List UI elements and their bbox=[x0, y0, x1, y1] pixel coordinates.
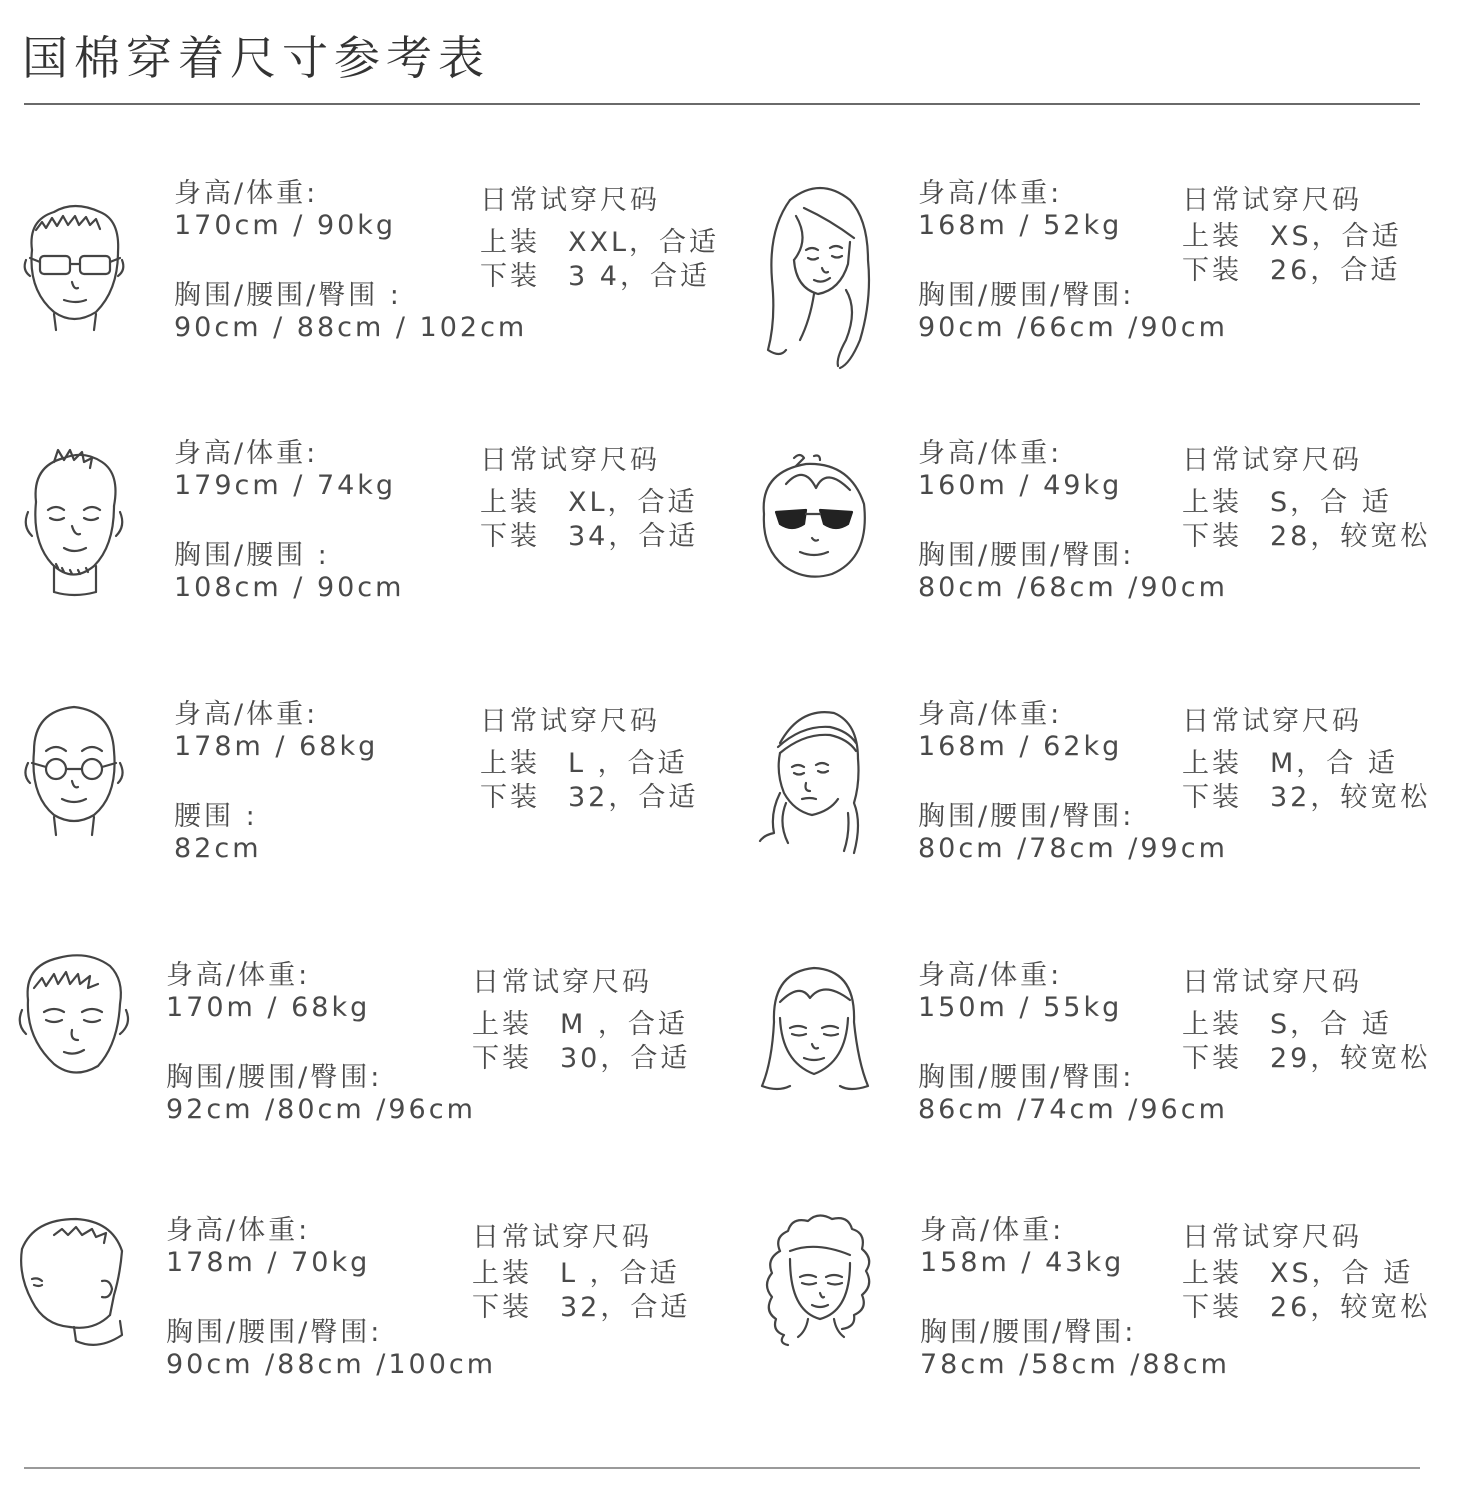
top-fit-value: L ，合适 bbox=[560, 1258, 680, 1289]
bottom-fit-value: 3 4，合适 bbox=[568, 261, 710, 292]
bottom-divider bbox=[24, 1467, 1420, 1469]
bottom-fit-row bbox=[480, 254, 710, 293]
person-card bbox=[14, 1215, 734, 1435]
height-weight-value: 150m / 55kg bbox=[918, 992, 1123, 1023]
measurement-label: 胸围/腰围/臀围 : bbox=[174, 280, 402, 311]
page-title: 国棉穿着尺寸参考表 bbox=[22, 31, 490, 85]
top-fit-value: L ，合适 bbox=[568, 748, 688, 779]
bottom-fit-value: 30，合适 bbox=[560, 1043, 691, 1074]
height-weight-label: 身高/体重: bbox=[918, 699, 1063, 730]
measurement-value: 90cm / 88cm / 102cm bbox=[174, 312, 528, 343]
top-label: 上装 bbox=[1182, 1009, 1242, 1040]
measurement-value: 82cm bbox=[174, 833, 262, 864]
height-weight-label: 身高/体重: bbox=[920, 1215, 1065, 1246]
bottom-fit-row bbox=[1182, 248, 1400, 287]
height-weight-value: 160m / 49kg bbox=[918, 470, 1123, 501]
bottom-fit-value: 32，较宽松 bbox=[1270, 782, 1431, 813]
height-weight-label: 身高/体重: bbox=[174, 699, 319, 730]
top-fit-value: XXL，合适 bbox=[568, 227, 720, 258]
height-weight-value: 179cm / 74kg bbox=[174, 470, 397, 501]
man-messy-hair-icon bbox=[14, 948, 134, 1088]
daily-size-label: 日常试穿尺码 bbox=[472, 967, 652, 998]
daily-size-label: 日常试穿尺码 bbox=[480, 185, 660, 216]
measurement-value: 80cm /68cm /90cm bbox=[918, 572, 1228, 603]
daily-size-label: 日常试穿尺码 bbox=[480, 706, 660, 737]
measurement-label: 胸围/腰围/臀围: bbox=[918, 801, 1135, 832]
height-weight-value: 168m / 62kg bbox=[918, 731, 1123, 762]
height-weight-value: 178m / 68kg bbox=[174, 731, 379, 762]
top-fit-value: XS，合 适 bbox=[1270, 1258, 1414, 1289]
person-card bbox=[14, 960, 734, 1180]
measurement-label: 胸围/腰围/臀围: bbox=[918, 1062, 1135, 1093]
bottom-label: 下装 bbox=[472, 1292, 532, 1323]
measurement-label: 胸围/腰围/臀围: bbox=[918, 540, 1135, 571]
top-fit-value: XL，合适 bbox=[568, 487, 698, 518]
daily-size-label: 日常试穿尺码 bbox=[1182, 706, 1362, 737]
daily-size-label: 日常试穿尺码 bbox=[480, 445, 660, 476]
bottom-fit-value: 26，较宽松 bbox=[1270, 1292, 1431, 1323]
top-label: 上装 bbox=[480, 748, 540, 779]
person-card bbox=[750, 960, 1466, 1180]
height-weight-value: 178m / 70kg bbox=[166, 1247, 371, 1278]
height-weight-label: 身高/体重: bbox=[918, 438, 1063, 469]
height-weight-value: 158m / 43kg bbox=[920, 1247, 1125, 1278]
measurement-label: 胸围/腰围/臀围: bbox=[166, 1062, 383, 1093]
top-label: 上装 bbox=[1182, 1258, 1242, 1289]
height-weight-label: 身高/体重: bbox=[918, 960, 1063, 991]
bottom-label: 下装 bbox=[1182, 1043, 1242, 1074]
person-card bbox=[750, 1215, 1466, 1435]
man-profile-icon bbox=[14, 1215, 134, 1355]
height-weight-value: 168m / 52kg bbox=[918, 210, 1123, 241]
measurement-value: 78cm /58cm /88cm bbox=[920, 1349, 1230, 1380]
woman-long-hair-icon bbox=[750, 180, 890, 370]
daily-size-label: 日常试穿尺码 bbox=[1182, 445, 1362, 476]
person-card bbox=[14, 699, 734, 919]
height-weight-label: 身高/体重: bbox=[174, 438, 319, 469]
top-fit-value: M，合 适 bbox=[1270, 748, 1398, 779]
height-weight-value: 170cm / 90kg bbox=[174, 210, 397, 241]
bottom-fit-value: 26，合适 bbox=[1270, 255, 1401, 286]
measurement-value: 108cm / 90cm bbox=[174, 572, 405, 603]
woman-sunglasses-icon bbox=[750, 448, 880, 588]
top-label: 上装 bbox=[472, 1258, 532, 1289]
top-divider bbox=[24, 103, 1420, 105]
top-label: 上装 bbox=[480, 487, 540, 518]
bottom-fit-value: 32，合适 bbox=[560, 1292, 691, 1323]
person-card bbox=[750, 438, 1466, 658]
bottom-label: 下装 bbox=[1182, 1292, 1242, 1323]
daily-size-label: 日常试穿尺码 bbox=[472, 1222, 652, 1253]
bottom-fit-row bbox=[472, 1285, 690, 1324]
top-label: 上装 bbox=[1182, 487, 1242, 518]
measurement-label: 胸围/腰围/臀围: bbox=[918, 280, 1135, 311]
daily-size-label: 日常试穿尺码 bbox=[1182, 185, 1362, 216]
woman-bob-hair-icon bbox=[750, 962, 880, 1102]
bottom-label: 下装 bbox=[480, 261, 540, 292]
measurement-value: 90cm /88cm /100cm bbox=[166, 1349, 497, 1380]
top-fit-value: S，合 适 bbox=[1270, 1009, 1392, 1040]
height-weight-label: 身高/体重: bbox=[174, 178, 319, 209]
top-label: 上装 bbox=[1182, 221, 1242, 252]
bottom-label: 下装 bbox=[480, 782, 540, 813]
woman-headband-icon bbox=[750, 703, 880, 858]
height-weight-value: 170m / 68kg bbox=[166, 992, 371, 1023]
bottom-label: 下装 bbox=[480, 521, 540, 552]
top-label: 上装 bbox=[480, 227, 540, 258]
height-weight-label: 身高/体重: bbox=[918, 178, 1063, 209]
bottom-fit-row bbox=[1182, 1036, 1430, 1075]
man-glasses-icon bbox=[14, 190, 134, 340]
person-card bbox=[750, 178, 1466, 398]
bottom-fit-value: 32，合适 bbox=[568, 782, 699, 813]
bottom-label: 下装 bbox=[472, 1043, 532, 1074]
daily-size-label: 日常试穿尺码 bbox=[1182, 967, 1362, 998]
bottom-fit-row bbox=[472, 1036, 690, 1075]
person-card bbox=[750, 699, 1466, 919]
height-weight-label: 身高/体重: bbox=[166, 960, 311, 991]
measurement-value: 90cm /66cm /90cm bbox=[918, 312, 1228, 343]
bottom-fit-value: 34，合适 bbox=[568, 521, 699, 552]
bottom-label: 下装 bbox=[1182, 782, 1242, 813]
bottom-fit-row bbox=[1182, 1285, 1430, 1324]
top-fit-value: M ，合适 bbox=[560, 1009, 688, 1040]
height-weight-label: 身高/体重: bbox=[166, 1215, 311, 1246]
top-label: 上装 bbox=[1182, 748, 1242, 779]
daily-size-label: 日常试穿尺码 bbox=[1182, 1222, 1362, 1253]
person-card bbox=[14, 178, 734, 398]
bottom-label: 下装 bbox=[1182, 255, 1242, 286]
bottom-fit-row bbox=[1182, 514, 1430, 553]
man-spiky-hair-icon bbox=[14, 446, 134, 601]
measurement-value: 92cm /80cm /96cm bbox=[166, 1094, 476, 1125]
measurement-label: 胸围/腰围/臀围: bbox=[920, 1317, 1137, 1348]
measurement-label: 腰围 : bbox=[174, 801, 258, 832]
measurement-label: 胸围/腰围 : bbox=[174, 540, 330, 571]
top-fit-value: XS，合适 bbox=[1270, 221, 1402, 252]
bottom-fit-value: 28，较宽松 bbox=[1270, 521, 1431, 552]
person-card bbox=[14, 438, 734, 658]
measurement-value: 86cm /74cm /96cm bbox=[918, 1094, 1228, 1125]
bottom-fit-value: 29，较宽松 bbox=[1270, 1043, 1431, 1074]
woman-curly-hair-icon bbox=[750, 1211, 890, 1351]
man-round-glasses-icon bbox=[14, 701, 134, 846]
bottom-label: 下装 bbox=[1182, 521, 1242, 552]
bottom-fit-row bbox=[480, 514, 698, 553]
measurement-label: 胸围/腰围/臀围: bbox=[166, 1317, 383, 1348]
top-fit-value: S，合 适 bbox=[1270, 487, 1392, 518]
measurement-value: 80cm /78cm /99cm bbox=[918, 833, 1228, 864]
bottom-fit-row bbox=[480, 775, 698, 814]
bottom-fit-row bbox=[1182, 775, 1430, 814]
top-label: 上装 bbox=[472, 1009, 532, 1040]
